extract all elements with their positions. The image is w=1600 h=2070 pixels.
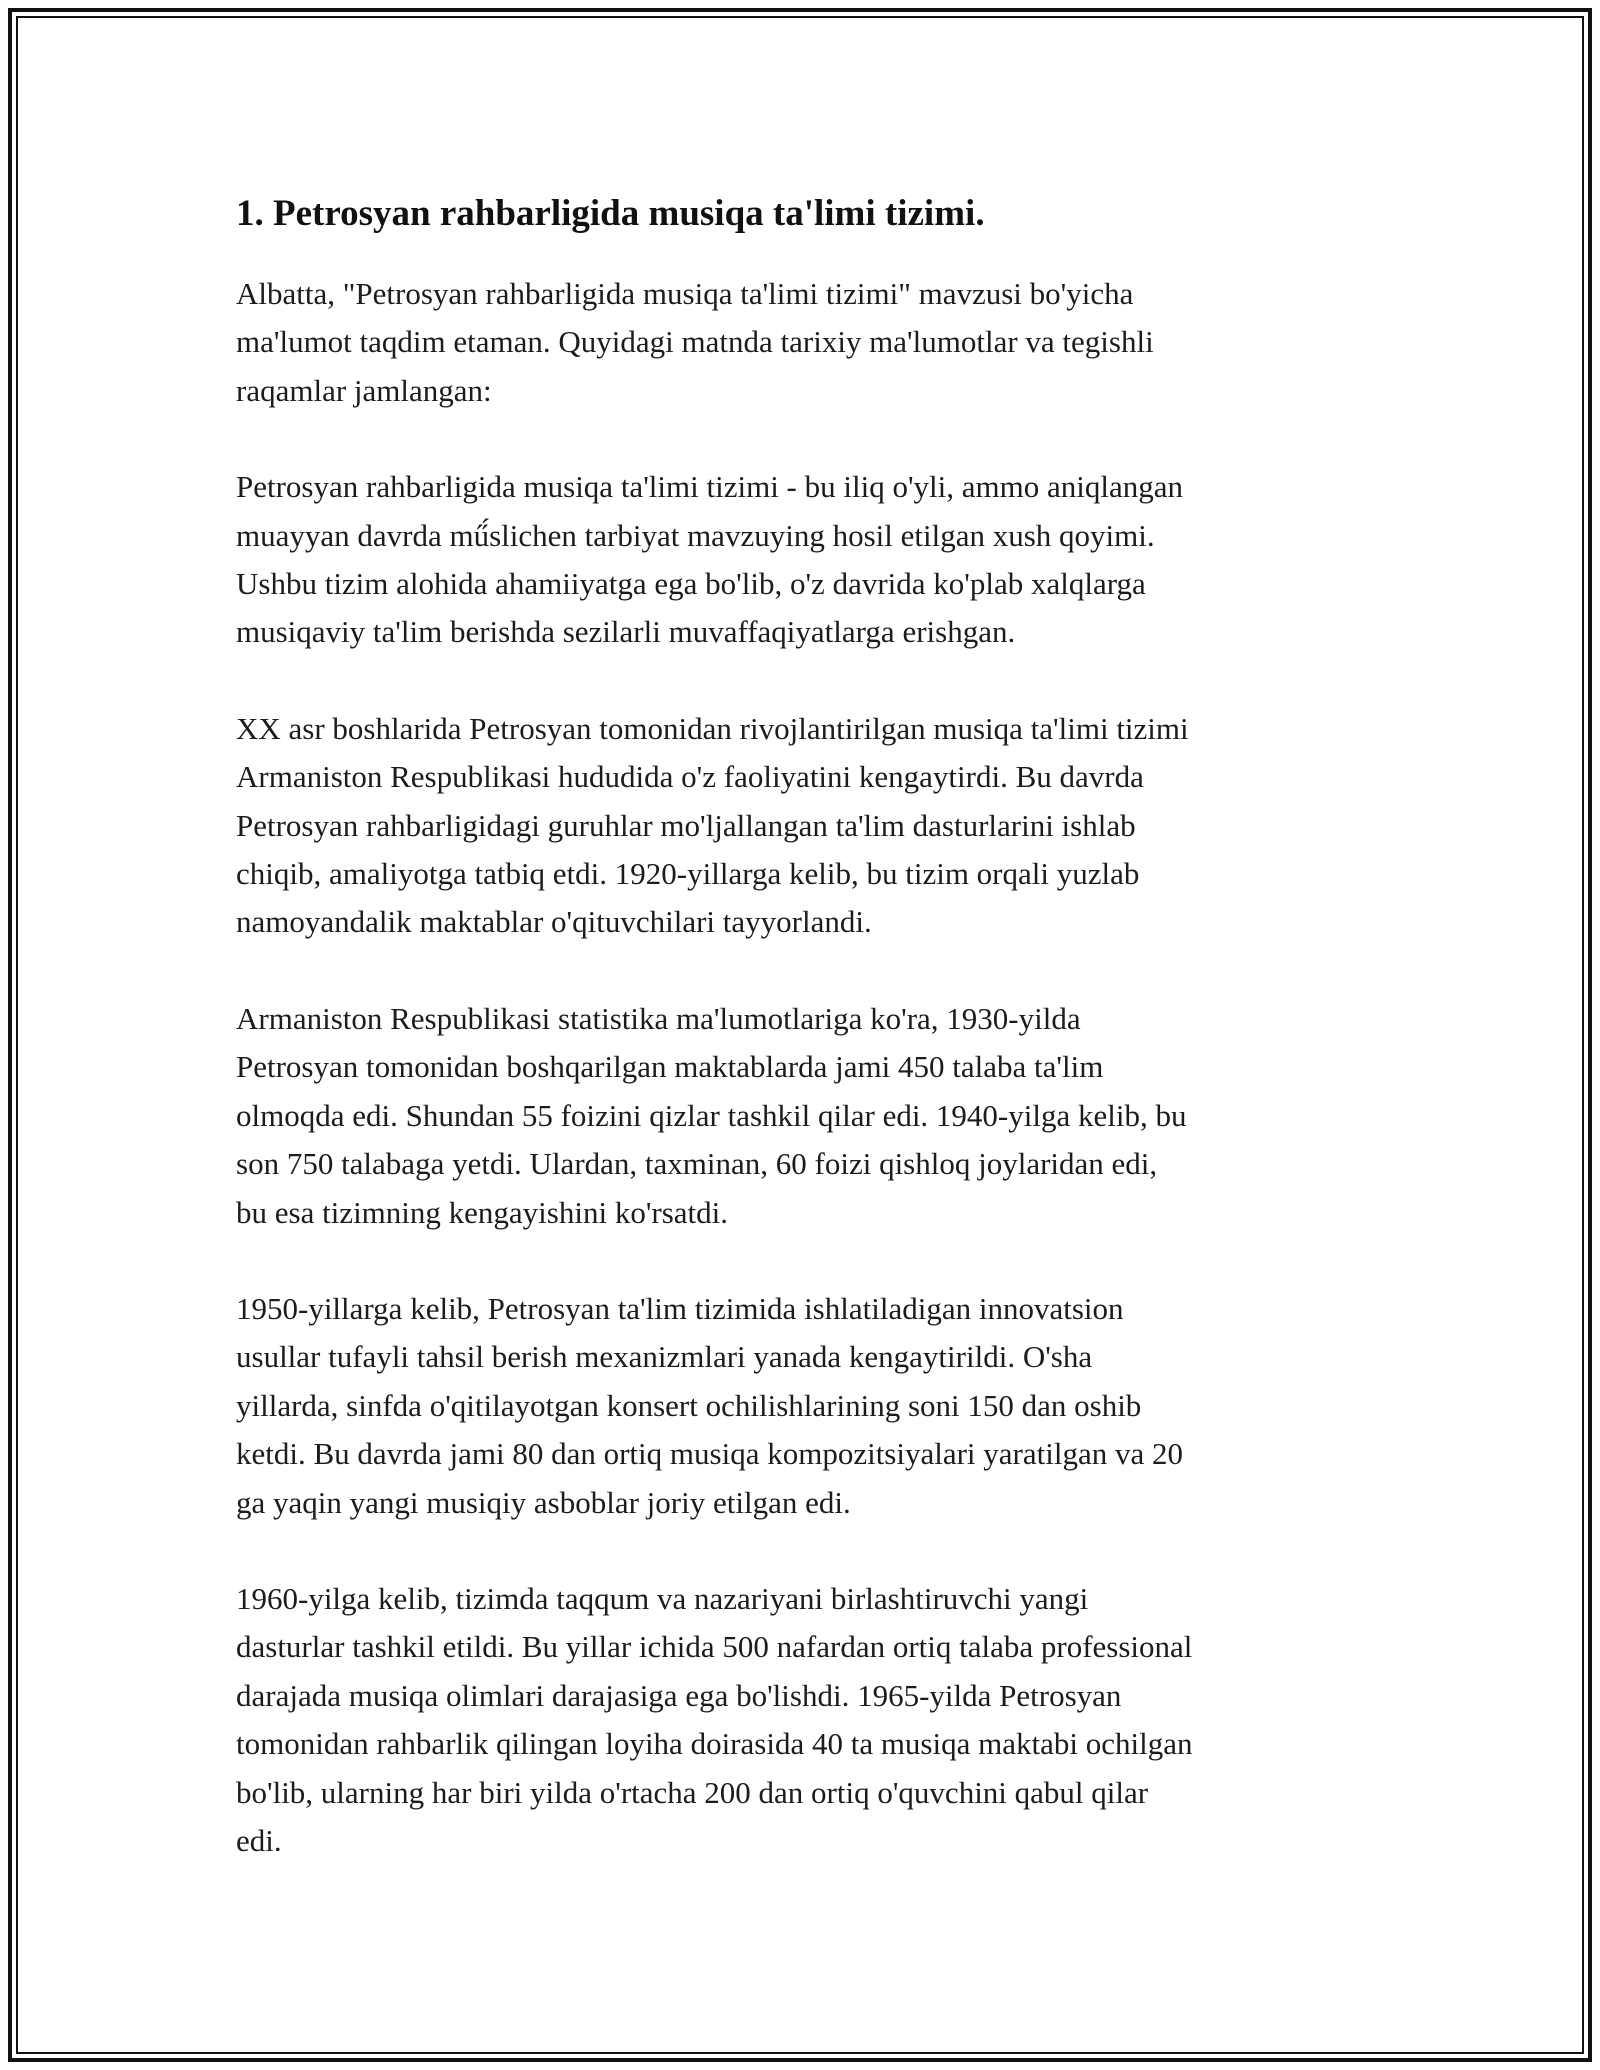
text-line: muayyan davrda mű́slichen tarbiyat mavzuying hosil etilgan xush qoyimi. bbox=[236, 517, 1155, 553]
text-line: Ushbu tizim alohida ahamiiyatga ega bo'lib, o'z davrida ko'plab xalqlarga bbox=[236, 566, 1146, 602]
text-line: ma'lumot taqdim etaman. Quyidagi matnda tarixiy ma'lumotlar va tegishli bbox=[236, 324, 1154, 360]
text-line: usullar tufayli tahsil berish mexanizmlari yanada kengaytirildi. O'sha bbox=[236, 1339, 1093, 1375]
document-heading: 1. Petrosyan rahbarligida musiqa ta'limi tizimi. bbox=[236, 193, 985, 234]
paragraph bbox=[236, 1575, 1376, 1865]
paragraph bbox=[236, 270, 1376, 415]
text-line: namoyandalik maktablar o'qituvchilari tayyorlandi. bbox=[236, 904, 872, 940]
text-line: bu esa tizimning kengayishini ko'rsatdi. bbox=[236, 1194, 729, 1230]
text-line: tomonidan rahbarlik qilingan loyiha doirasida 40 ta musiqa maktabi ochilgan bbox=[236, 1726, 1193, 1762]
text-line: musiqaviy ta'lim berishda sezilarli muvaffaqiyatlarga erishgan. bbox=[236, 614, 1016, 650]
text-line: bo'lib, ularning har biri yilda o'rtacha 200 dan ortiq o'quvchini qabul qilar bbox=[236, 1774, 1149, 1810]
text-line: 1950-yillarga kelib, Petrosyan ta'lim tizimida ishlatiladigan innovatsion bbox=[236, 1290, 1124, 1326]
text-line: Armaniston Respublikasi statistika ma'lumotlariga ko'ra, 1930-yilda bbox=[236, 1000, 1081, 1036]
text-line: darajada musiqa olimlari darajasiga ega bo'lishdi. 1965-yilda Petrosyan bbox=[236, 1677, 1122, 1713]
text-line: Petrosyan rahbarligidagi guruhlar mo'ljallangan ta'lim dasturlarini ishlab bbox=[236, 807, 1136, 843]
text-line: yillarda, sinfda o'qitilayotgan konsert ochilishlarining soni 150 dan oshib bbox=[236, 1387, 1142, 1423]
text-line: Armaniston Respublikasi hududida o'z faoliyatini kengaytirdi. Bu davrda bbox=[236, 759, 1144, 795]
text-line: olmoqda edi. Shundan 55 foizini qizlar tashkil qilar edi. 1940-yilga kelib, bu bbox=[236, 1097, 1187, 1133]
text-line: chiqib, amaliyotga tatbiq etdi. 1920-yillarga kelib, bu tizim orqali yuzlab bbox=[236, 856, 1140, 892]
paragraph bbox=[236, 705, 1376, 947]
text-line: Petrosyan rahbarligida musiqa ta'limi tizimi - bu iliq o'yli, ammo aniqlangan bbox=[236, 469, 1184, 505]
text-line: raqamlar jamlangan: bbox=[236, 372, 492, 408]
text-line: son 750 talabaga yetdi. Ulardan, taxminan, 60 foizi qishloq joylaridan edi, bbox=[236, 1146, 1158, 1182]
text-line: XX asr boshlarida Petrosyan tomonidan rivojlantirilgan musiqa ta'limi tizimi bbox=[236, 710, 1189, 746]
text-line: 1960-yilga kelib, tizimda taqqum va nazariyani birlashtiruvchi yangi bbox=[236, 1580, 1089, 1616]
text-line: dasturlar tashkil etildi. Bu yillar ichida 500 nafardan ortiq talaba professional bbox=[236, 1629, 1193, 1665]
document-body bbox=[236, 188, 1376, 1913]
paragraph-list bbox=[236, 270, 1376, 1865]
text-line: Albatta, "Petrosyan rahbarligida musiqa ta'limi tizimi" mavzusi bo'yicha bbox=[236, 276, 1134, 311]
text-line: ga yaqin yangi musiqiy asboblar joriy etilgan edi. bbox=[236, 1484, 851, 1520]
paragraph bbox=[236, 995, 1376, 1237]
paragraph bbox=[236, 463, 1376, 657]
text-line: ketdi. Bu davrda jami 80 dan ortiq musiqa kompozitsiyalari yaratilgan va 20 bbox=[236, 1436, 1183, 1472]
paragraph bbox=[236, 1285, 1376, 1527]
text-line: edi. bbox=[236, 1822, 282, 1858]
text-line: Petrosyan tomonidan boshqarilgan maktablarda jami 450 talaba ta'lim bbox=[236, 1049, 1104, 1085]
